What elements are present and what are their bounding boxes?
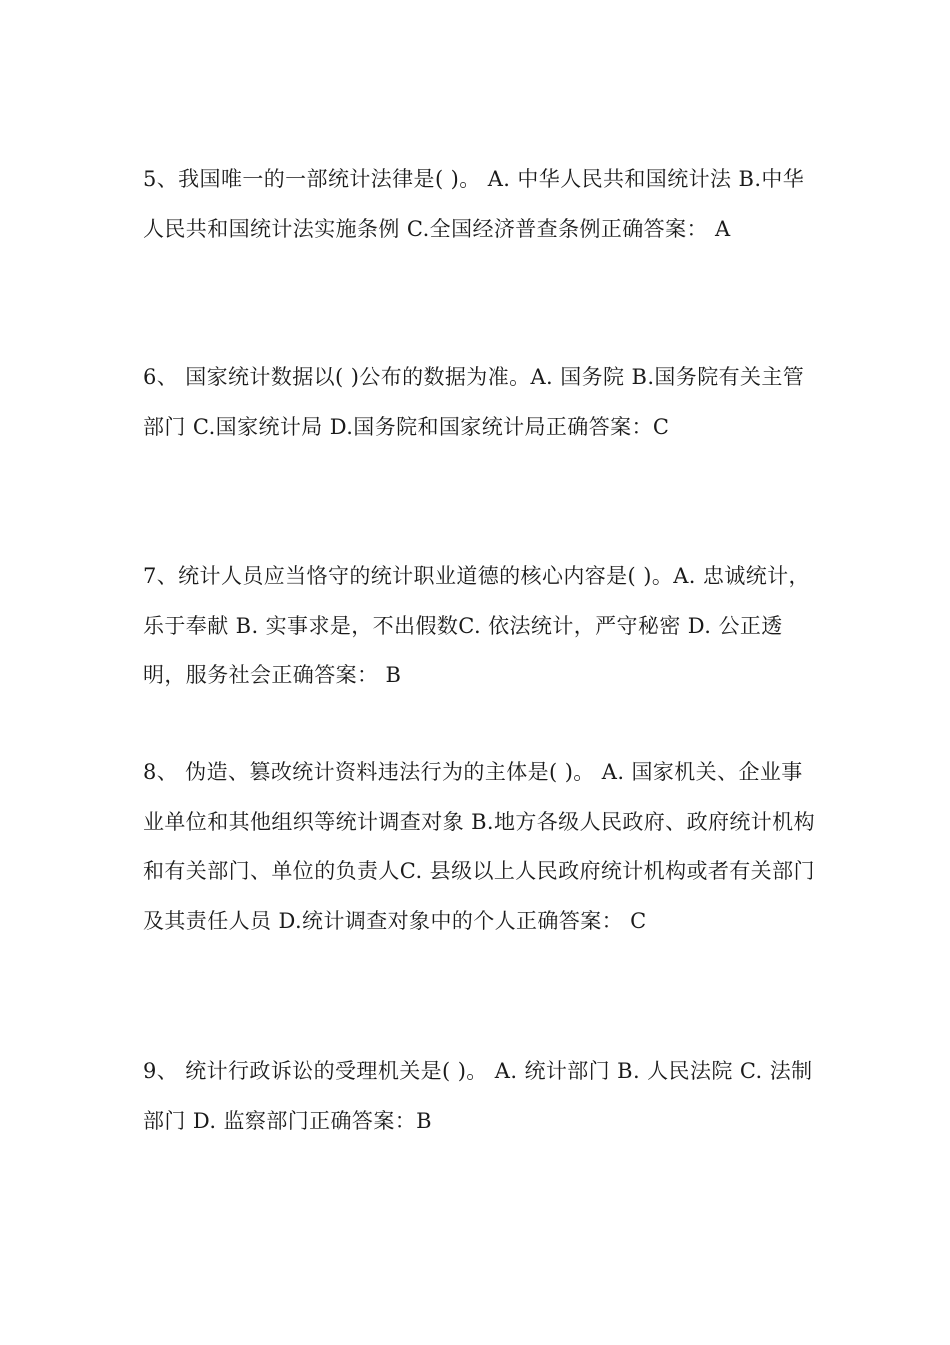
question-7: 7、统计人员应当恪守的统计职业道德的核心内容是( )。A. 忠诚统计，乐于奉献 B. 实事求是，不出假数C. 依法统计，严守秘密 D. 公正透明，服务社会正确答案： B <box>143 564 810 687</box>
question-5: 5、我国唯一的一部统计法律是( )。 A. 中华人民共和国统计法 B.中华人民共和国统计法实施条例 C.全国经济普查条例正确答案： A <box>143 167 805 241</box>
question-8: 8、 伪造、篡改统计资料违法行为的主体是( )。 A. 国家机关、企业事业单位和其他组织等统计调查对象 B.地方各级人民政府、政府统计机构和有关部门、单位的负责人C. 县级以上人民政府统计机构或者有关部门及其责任人员 D.统计调查对象中的个人正确答案： C <box>143 760 815 933</box>
question-9: 9、 统计行政诉讼的受理机关是( )。 A. 统计部门 B. 人民法院 C. 法制部门 D. 监察部门正确答案：B <box>143 1059 813 1133</box>
question-6: 6、 国家统计数据以( )公布的数据为准。A. 国务院 B.国务院有关主管部门 C.国家统计局 D.国务院和国家统计局正确答案：C <box>143 365 805 439</box>
